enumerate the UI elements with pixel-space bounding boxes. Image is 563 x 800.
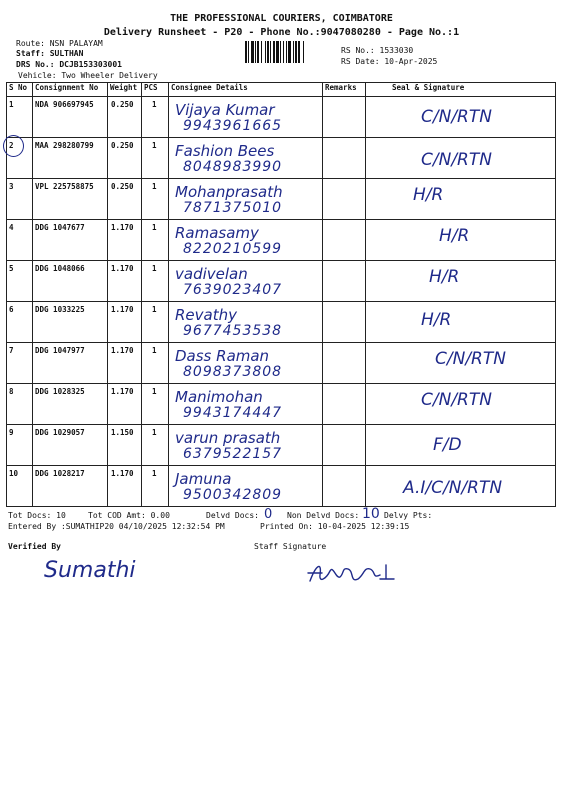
table-row xyxy=(7,97,556,138)
non-delivered-docs-value: 10 xyxy=(362,506,380,522)
delivery-table xyxy=(6,82,556,507)
row-remarks xyxy=(323,466,366,507)
row-remarks xyxy=(323,138,366,179)
delivery-points-label: Delvy Pts: xyxy=(384,511,433,520)
row-pcs: 1 xyxy=(142,466,169,507)
seal-text: H/R xyxy=(421,310,452,330)
barcode-bar xyxy=(245,41,247,63)
row-sno: 7 xyxy=(7,343,33,384)
row-pcs: 1 xyxy=(142,261,169,302)
column-header-consignment: Consignment No xyxy=(33,83,108,97)
verifier-signature: Sumathi xyxy=(44,558,136,583)
column-header-seal: Seal & Signature xyxy=(366,83,556,97)
consignee-phone: 9500342809 xyxy=(183,487,283,503)
row-weight: 1.170 xyxy=(108,261,142,302)
row-weight: 0.250 xyxy=(108,179,142,220)
row-2-circle-mark xyxy=(3,135,24,157)
column-header-consignee: Consignee Details xyxy=(169,83,323,97)
rs-no-label: RS No.: 1533030 xyxy=(341,46,414,55)
seal-text: H/R xyxy=(429,267,460,287)
row-consignment: DDG 1047977 xyxy=(33,343,108,384)
row-weight: 0.250 xyxy=(108,138,142,179)
consignee-phone: 8220210599 xyxy=(183,241,283,257)
row-remarks xyxy=(323,343,366,384)
row-pcs: 1 xyxy=(142,97,169,138)
table-row xyxy=(7,302,556,343)
barcode-bar xyxy=(265,41,266,63)
table-row xyxy=(7,179,556,220)
consignee-name: Mohanprasath xyxy=(175,183,283,201)
barcode xyxy=(244,41,336,63)
row-seal xyxy=(366,220,556,261)
seal-text: C/N/RTN xyxy=(421,150,492,170)
row-seal xyxy=(366,343,556,384)
column-header-pcs: PCS xyxy=(142,83,169,97)
staff-signature-label: Staff Signature xyxy=(254,542,327,551)
table-row xyxy=(7,466,556,507)
row-weight: 1.150 xyxy=(108,425,142,466)
row-sno: 1 xyxy=(7,97,33,138)
consignee-name: Vijaya Kumar xyxy=(175,101,275,119)
row-consignment: NDA 906697945 xyxy=(33,97,108,138)
row-pcs: 1 xyxy=(142,220,169,261)
total-cod: Tot COD Amt: 0.00 xyxy=(88,511,170,520)
row-pcs: 1 xyxy=(142,138,169,179)
seal-text: H/R xyxy=(413,185,444,205)
rs-date-label: RS Date: 10-Apr-2025 xyxy=(341,57,438,66)
table-row xyxy=(7,384,556,425)
barcode-bar xyxy=(295,41,297,63)
row-remarks xyxy=(323,97,366,138)
table-row xyxy=(7,220,556,261)
consignee-name: Ramasamy xyxy=(175,224,259,242)
row-seal xyxy=(366,138,556,179)
row-sno: 3 xyxy=(7,179,33,220)
row-weight: 1.170 xyxy=(108,302,142,343)
consignee-phone: 8048983990 xyxy=(183,159,283,175)
seal-text: C/N/RTN xyxy=(435,349,506,369)
consignee-phone: 9943174447 xyxy=(183,405,283,421)
row-consignee xyxy=(169,343,323,384)
row-consignment: DDG 1048066 xyxy=(33,261,108,302)
barcode-bar xyxy=(267,41,269,63)
consignee-phone: 8098373808 xyxy=(183,364,283,380)
row-sno: 10 xyxy=(7,466,33,507)
row-seal xyxy=(366,97,556,138)
delivered-docs-value: 0 xyxy=(264,507,273,522)
consignee-name: Dass Raman xyxy=(175,347,270,365)
row-consignment: VPL 225758875 xyxy=(33,179,108,220)
printed-on: Printed On: 10-04-2025 12:39:15 xyxy=(260,522,410,531)
vehicle-label: Vehicle: Two Wheeler Delivery xyxy=(18,71,158,80)
delivered-docs-label: Delvd Docs: xyxy=(206,511,259,520)
consignee-name: Revathy xyxy=(175,306,237,324)
row-consignee xyxy=(169,138,323,179)
column-header-weight: Weight xyxy=(108,83,142,97)
consignee-phone: 9677453538 xyxy=(183,323,283,339)
row-consignment: DDG 1033225 xyxy=(33,302,108,343)
row-remarks xyxy=(323,220,366,261)
row-seal xyxy=(366,466,556,507)
row-weight: 1.170 xyxy=(108,343,142,384)
row-pcs: 1 xyxy=(142,343,169,384)
consignee-name: Manimohan xyxy=(175,388,263,406)
row-consignee xyxy=(169,425,323,466)
barcode-bar xyxy=(257,41,259,63)
row-remarks xyxy=(323,302,366,343)
staff-signature-scribble xyxy=(306,555,406,589)
consignee-name: Fashion Bees xyxy=(175,142,275,160)
row-weight: 1.170 xyxy=(108,384,142,425)
consignee-phone: 9943961665 xyxy=(183,118,283,134)
row-remarks xyxy=(323,179,366,220)
non-delivered-docs-label: Non Delvd Docs: xyxy=(287,511,360,520)
row-sno: 6 xyxy=(7,302,33,343)
total-docs: Tot Docs: 10 xyxy=(8,511,66,520)
consignee-phone: 7639023407 xyxy=(183,282,283,298)
barcode-bar xyxy=(251,41,254,63)
row-consignment: DDG 1047677 xyxy=(33,220,108,261)
row-consignee xyxy=(169,302,323,343)
row-pcs: 1 xyxy=(142,384,169,425)
row-seal xyxy=(366,425,556,466)
route-label: Route: NSN PALAYAM xyxy=(16,39,103,48)
barcode-bar xyxy=(286,41,287,63)
barcode-bar xyxy=(248,41,249,63)
row-remarks xyxy=(323,425,366,466)
row-seal xyxy=(366,261,556,302)
row-consignment: DDG 1028217 xyxy=(33,466,108,507)
barcode-bar xyxy=(303,41,304,63)
row-consignment: DDG 1028325 xyxy=(33,384,108,425)
row-consignee xyxy=(169,466,323,507)
barcode-bar xyxy=(273,41,275,63)
seal-text: H/R xyxy=(439,226,470,246)
row-remarks xyxy=(323,261,366,302)
barcode-bar xyxy=(276,41,279,63)
row-consignee xyxy=(169,179,323,220)
barcode-bar xyxy=(261,41,262,63)
barcode-bar xyxy=(288,41,291,63)
barcode-bar xyxy=(293,41,294,63)
row-sno: 2 xyxy=(7,138,33,179)
row-weight: 0.250 xyxy=(108,97,142,138)
company-title: THE PROFESSIONAL COURIERS, COIMBATORE xyxy=(170,13,393,24)
consignee-name: vadivelan xyxy=(175,265,248,283)
consignee-name: varun prasath xyxy=(175,429,281,447)
table-row xyxy=(7,425,556,466)
table-row xyxy=(7,343,556,384)
row-weight: 1.170 xyxy=(108,220,142,261)
consignee-phone: 7871375010 xyxy=(183,200,283,216)
barcode-bar xyxy=(298,41,300,63)
runsheet-title: Delivery Runsheet - P20 - Phone No.:9047080280 - Page No.:1 xyxy=(103,27,460,38)
row-consignee xyxy=(169,220,323,261)
row-consignment: DDG 1029057 xyxy=(33,425,108,466)
row-sno: 9 xyxy=(7,425,33,466)
row-remarks xyxy=(323,384,366,425)
column-header-sno: S No xyxy=(7,83,33,97)
staff-label: Staff: SULTHAN xyxy=(16,49,84,58)
barcode-bar xyxy=(255,41,256,63)
row-pcs: 1 xyxy=(142,302,169,343)
seal-text: C/N/RTN xyxy=(421,107,492,127)
table-header-row xyxy=(7,83,556,97)
consignee-name: Jamuna xyxy=(175,470,232,488)
row-weight: 1.170 xyxy=(108,466,142,507)
row-seal xyxy=(366,302,556,343)
row-sno: 4 xyxy=(7,220,33,261)
table-row xyxy=(7,261,556,302)
row-consignment: MAA 298280799 xyxy=(33,138,108,179)
row-pcs: 1 xyxy=(142,179,169,220)
verified-by-label: Verified By xyxy=(8,542,61,551)
row-pcs: 1 xyxy=(142,425,169,466)
row-consignee xyxy=(169,97,323,138)
row-sno: 8 xyxy=(7,384,33,425)
barcode-bar xyxy=(270,41,271,63)
row-seal xyxy=(366,179,556,220)
barcode-bar xyxy=(280,41,281,63)
seal-text: C/N/RTN xyxy=(421,390,492,410)
row-seal xyxy=(366,384,556,425)
table-row xyxy=(7,138,556,179)
column-header-remarks: Remarks xyxy=(323,83,366,97)
barcode-bar xyxy=(283,41,284,63)
drs-label: DRS No.: DCJB153303001 xyxy=(16,60,122,69)
entered-by: Entered By :SUMATHIP20 04/10/2025 12:32:54 PM xyxy=(8,522,225,531)
seal-text: A.I/C/N/RTN xyxy=(403,478,503,498)
seal-text: F/D xyxy=(433,435,462,455)
row-consignee xyxy=(169,384,323,425)
row-sno: 5 xyxy=(7,261,33,302)
row-consignee xyxy=(169,261,323,302)
consignee-phone: 6379522157 xyxy=(183,446,283,462)
